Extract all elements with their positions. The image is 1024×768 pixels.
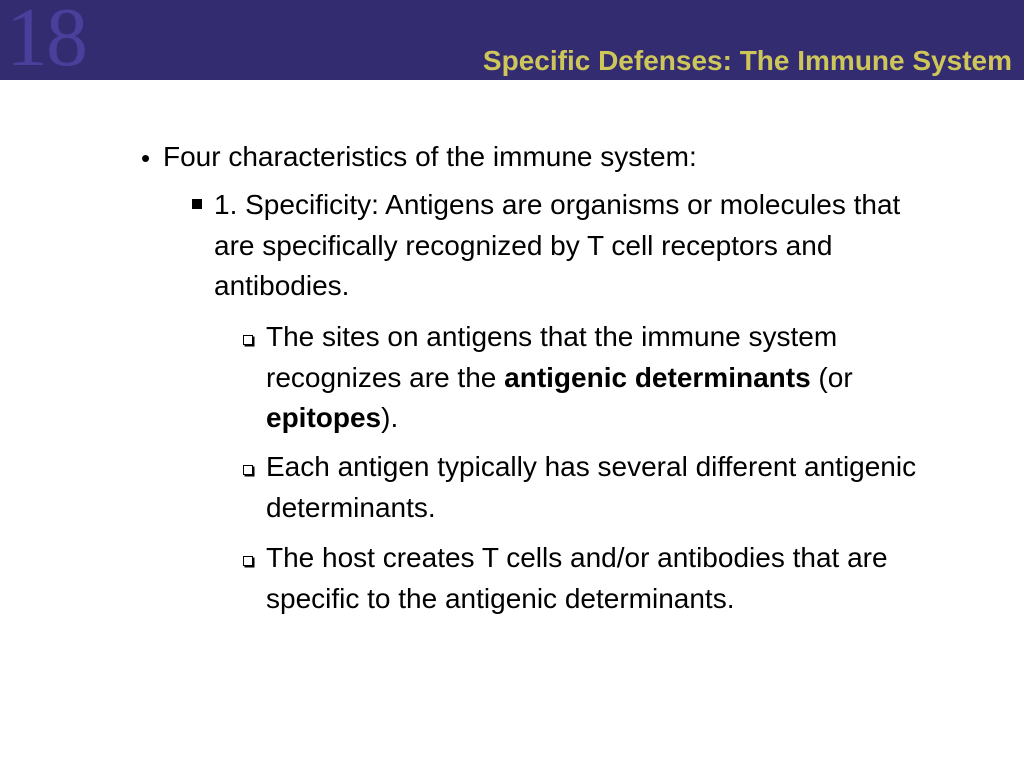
text-fragment: The sites on antigens that the immune system recognizes are the [266, 321, 838, 393]
filled-square-bullet-icon [192, 199, 202, 209]
bullet-level-2 [214, 185, 934, 307]
term-epitopes: epitopes [266, 402, 382, 433]
term-antigenic-determinants: antigenic determinants [504, 361, 811, 393]
bullet-level-1 [163, 137, 963, 178]
bullet-text: 1. Specificity: Antigens are organisms or molecules that are specifically recognized by T cell receptors and antibodies. [214, 189, 901, 301]
bullet-text: Four characteristics of the immune system: [163, 141, 697, 172]
hollow-square-bullet-icon [243, 465, 253, 475]
slide-title: Specific Defenses: The Immune System [482, 45, 1012, 76]
hollow-square-bullet-icon [243, 556, 253, 566]
chapter-number: 18 [6, 0, 86, 84]
text-fragment: (or [810, 361, 853, 393]
bullet-level-3 [266, 317, 926, 439]
hollow-square-bullet-icon [243, 335, 253, 345]
bullet-text: Each antigen typically has several different antigenic determinants. [266, 451, 917, 523]
round-bullet-icon: • [141, 143, 151, 173]
text-fragment: ). [381, 402, 399, 433]
bullet-text: The host creates T cells and/or antibodies that are specific to the antigenic determinants. [266, 542, 888, 614]
header-bar [0, 0, 1024, 84]
bullet-level-3 [266, 538, 926, 619]
bullet-level-3 [266, 447, 926, 528]
bullet-text [266, 317, 926, 439]
